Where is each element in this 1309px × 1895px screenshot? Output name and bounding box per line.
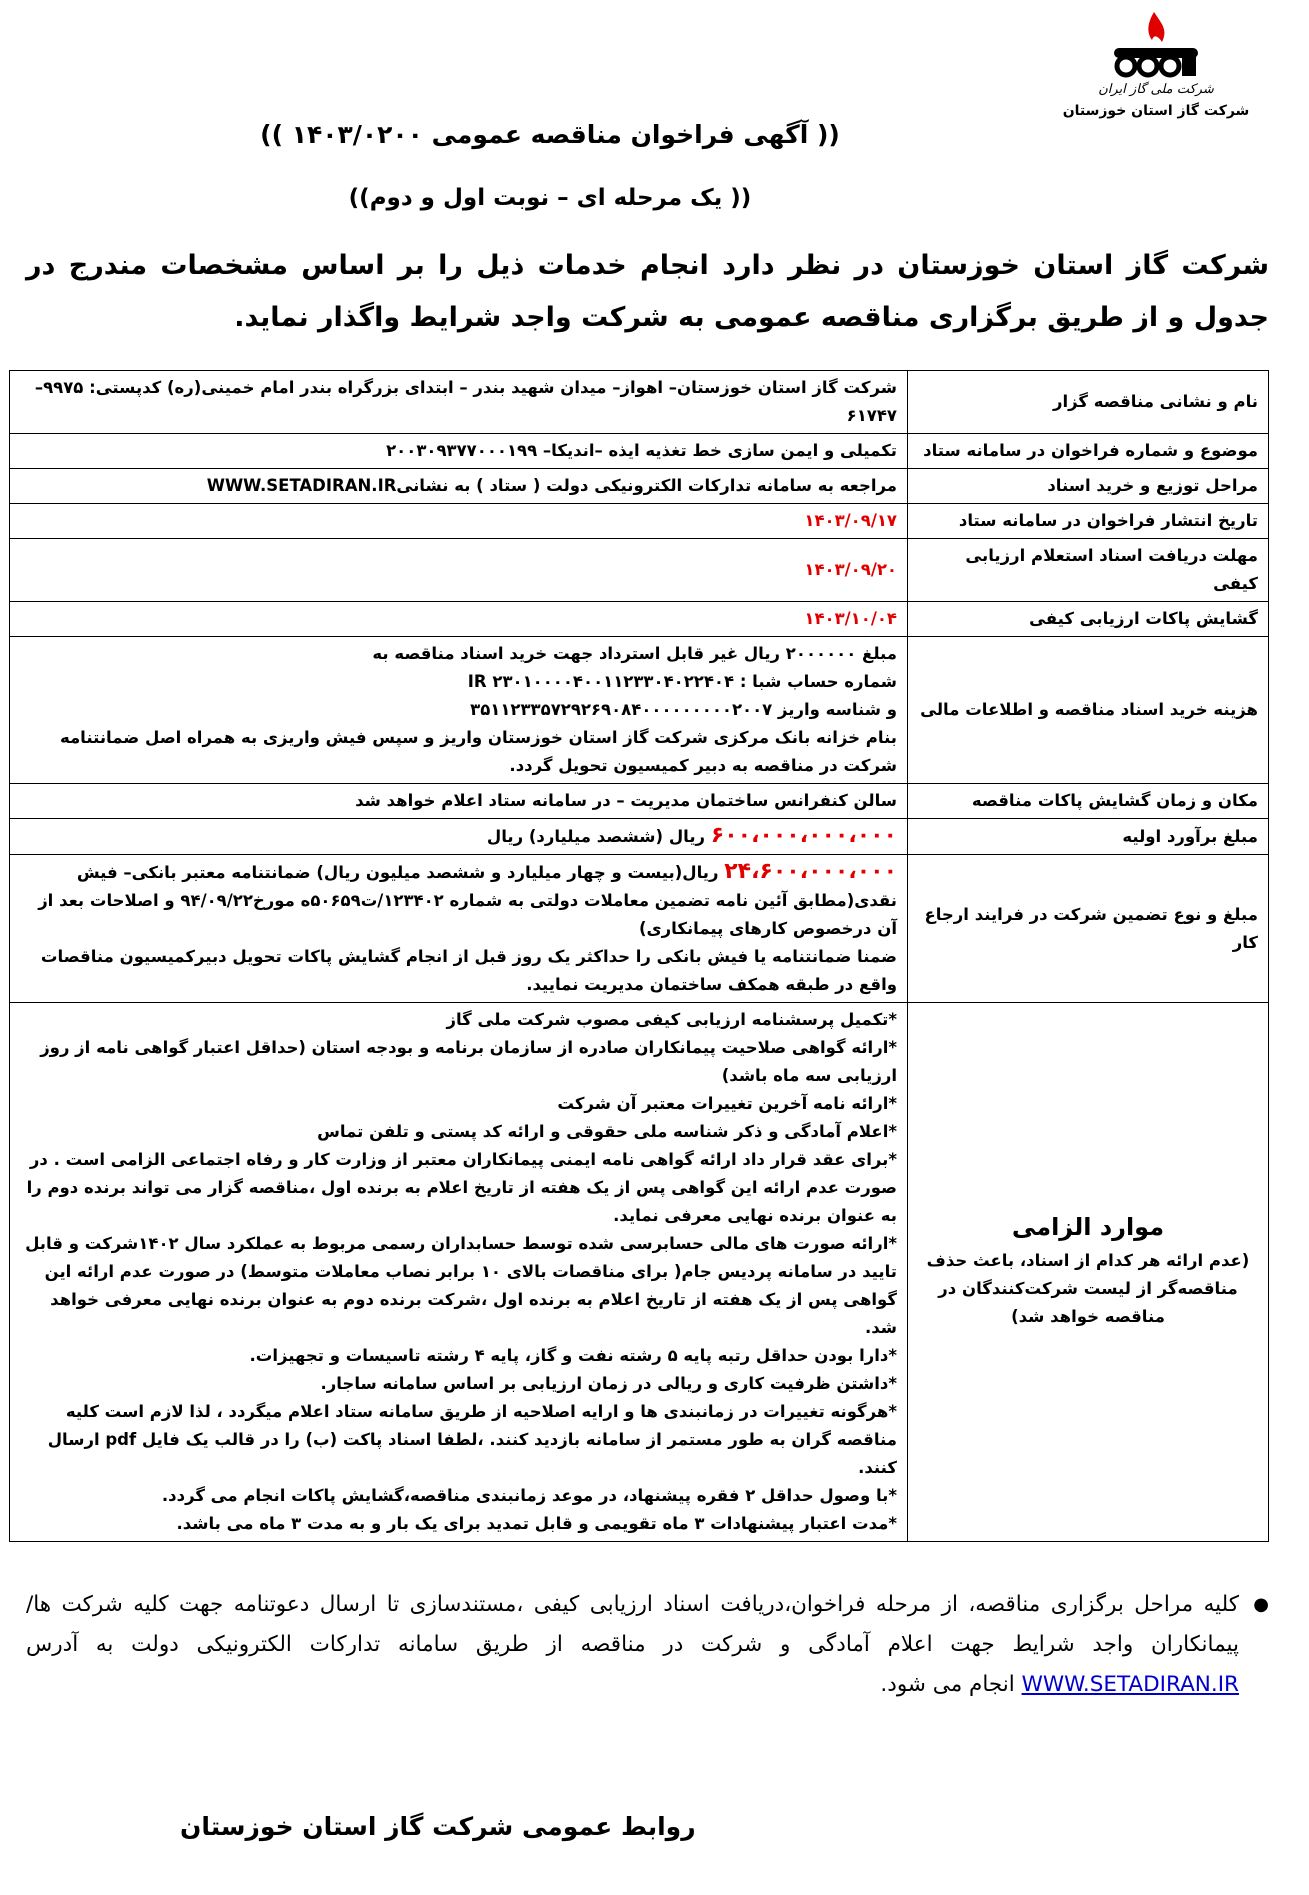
row-value: شرکت گاز استان خوزستان– اهواز– میدان شهید بندر – ابتدای بزرگراه بندر امام خمینی(ره) کدپستی: ۹۹۷۵– ۶۱۷۴۷: [10, 371, 908, 434]
row-label: هزینه خرید اسناد مناقصه و اطلاعات مالی: [908, 637, 1269, 784]
note-tail: انجام می شود.: [880, 1672, 1022, 1697]
row-value: تکمیلی و ایمن سازی خط تغذیه ایذه –اندیکا– ۲۰۰۳۰۹۳۷۷۰۰۰۱۹۹: [10, 434, 908, 469]
deadline-date: ۱۴۰۳/۰۹/۲۰: [10, 539, 908, 602]
row-value: سالن کنفرانس ساختمان مدیریت – در سامانه ستاد اعلام خواهد شد: [10, 784, 908, 819]
row-label: مکان و زمان گشایش پاکات مناقصه: [908, 784, 1269, 819]
list-item: *داشتن ظرفیت کاری و ریالی در زمان ارزیابی بر اساس سامانه ساجار.: [320, 1374, 897, 1393]
requirements-list: [10, 1003, 908, 1542]
list-item: *هرگونه تغییرات در زمانبندی ها و ارایه اصلاحیه از طریق سامانه ستاد اعلام میگردد ، لذا لازم است کلیه مناقصه گران به طور مستمر از سامانه بازدید کنند. ،لطفا اسناد پاکت (ب) را در قالب یک فایل pdf ارسال کنند.: [47, 1402, 897, 1477]
row-value: [10, 855, 908, 1003]
bullet-icon: ●: [1253, 1594, 1269, 1615]
opening-date: ۱۴۰۳/۱۰/۰۴: [10, 602, 908, 637]
guarantee-text: ریال(بیست و چهار میلیارد و ششصد میلیون ریال) ضمانتنامه معتبر بانکی– فیش نقدی(مطابق آئین نامه تضمین معاملات دولتی به شماره ۱۲۳۴۰۲/ت۵۰۶۵۹ه مورخ۹۴/۰۹/۲۲ و اصلاحات بعد از آن درخصوص کارهای پیمانکاری): [38, 863, 897, 938]
row-label: [908, 1003, 1269, 1542]
footer-signature: روابط عمومی شرکت گاز استان خوزستان: [180, 1812, 696, 1841]
company-logo: [1051, 10, 1261, 119]
estimate-amount: ۶۰۰،۰۰۰،۰۰۰،۰۰۰: [710, 823, 897, 848]
table-row: [10, 784, 1269, 819]
table-row: [10, 434, 1269, 469]
table-row: [10, 602, 1269, 637]
row-label: مراحل توزیع و خرید اسناد: [908, 469, 1269, 504]
table-row: [10, 371, 1269, 434]
intro-paragraph: شرکت گاز استان خوزستان در نظر دارد انجام خدمات ذیل را بر اساس مشخصات مندرج در جدول و از طریق برگزاری مناقصه عمومی به شرکت واجد شرایط واگذار نماید.: [26, 250, 1269, 333]
row-value: [10, 819, 908, 855]
table-row: [10, 539, 1269, 602]
requirements-note: (عدم ارائه هر کدام از اسناد، باعث حذف مناقصه‌گر از لیست شرکت‌کنندگان در مناقصه خواهد شد): [926, 1251, 1250, 1326]
page-title: (( آگهی فراخوان مناقصه عمومی ۱۴۰۳/۰۲۰۰ )): [260, 120, 840, 149]
list-item: *مدت اعتبار پیشنهادات ۳ ماه تقویمی و قابل تمدید برای یک بار و به مدت ۳ ماه می باشد.: [176, 1514, 897, 1533]
row-label: مهلت دریافت اسناد استعلام ارزیابی کیفی: [908, 539, 1269, 602]
bottom-note: [26, 1585, 1269, 1705]
row-label: موضوع و شماره فراخوان در سامانه ستاد: [908, 434, 1269, 469]
row-label: مبلغ برآورد اولیه: [908, 819, 1269, 855]
note-text: کلیه مراحل برگزاری مناقصه، از مرحله فراخوان،دریافت اسناد ارزیابی کیفی ،مستندسازی تا ارسال دعوتنامه جهت کلیه شرکت ها/پیمانکاران واجد شرایط جهت اعلام آمادگی و شرکت در مناقصه از طریق سامانه تدارکات الکترونیکی دولت به آدرس: [26, 1592, 1239, 1657]
fee-line: مبلغ ۲۰۰۰۰۰۰ ریال غیر قابل استرداد جهت خرید اسناد مناقصه به: [372, 644, 897, 663]
treasury-line: بنام خزانه بانک مرکزی شرکت گاز استان خوزستان واریز و سپس فیش واریزی به همراه اصل ضمانتنامه شرکت در مناقصه به دبیر کمیسیون تحویل گردد.: [59, 728, 897, 775]
table-row: [10, 637, 1269, 784]
list-item: *دارا بودن حداقل رتبه پایه ۵ رشته نفت و گاز، پایه ۴ رشته تاسیسات و تجهیزات.: [249, 1346, 897, 1365]
payment-id-line: و شناسه واریز ۳۵۱۱۲۳۳۵۷۲۹۲۶۹۰۸۴۰۰۰۰۰۰۰۰۰۲۰۰۷: [470, 700, 897, 719]
table-row: [10, 504, 1269, 539]
publish-date: ۱۴۰۳/۰۹/۱۷: [10, 504, 908, 539]
logo-name: شرکت ملی گاز ایران: [1098, 82, 1214, 97]
list-item: *ارائه گواهی صلاحیت پیمانکاران صادره از سازمان برنامه و بودجه استان (حداقل اعتبار گواهی نامه از روز ارزیابی سه ماه باشد): [40, 1038, 897, 1085]
estimate-text: ریال (ششصد میلیارد) ریال: [486, 827, 711, 846]
row-label: نام و نشانی مناقصه گزار: [908, 371, 1269, 434]
sheba-line: شماره حساب شبا : IR ۲۳۰۱۰۰۰۰۴۰۰۱۱۲۳۳۰۴۰۲۲۴۰۴: [467, 672, 897, 691]
list-item: *تکمیل پرسشنامه ارزیابی کیفی مصوب شرکت ملی گاز: [446, 1010, 897, 1029]
row-value: مراجعه به سامانه تدارکات الکترونیکی دولت ( ستاد ) به نشانیWWW.SETADIRAN.IR: [10, 469, 908, 504]
company-name: شرکت گاز استان خوزستان: [1062, 103, 1250, 119]
setadiran-link[interactable]: WWW.SETADIRAN.IR: [1021, 1672, 1239, 1697]
row-label: مبلغ و نوع تضمین شرکت در فرایند ارجاع کار: [908, 855, 1269, 1003]
table-row: [10, 469, 1269, 504]
page-subtitle: (( یک مرحله ای – نوبت اول و دوم)): [348, 185, 752, 211]
row-label: تاریخ انتشار فراخوان در سامانه ستاد: [908, 504, 1269, 539]
guarantee-amount: ۲۴،۶۰۰،۰۰۰،۰۰۰: [724, 859, 897, 884]
guarantee-note: ضمنا ضمانتنامه یا فیش بانکی را حداکثر یک روز قبل از انجام گشایش پاکات تحویل دبیرکمیسیون مناقصات واقع در طبقه همکف ساختمان مدیریت نمایید.: [40, 947, 897, 994]
table-row: [10, 819, 1269, 855]
list-item: *برای عقد قرار داد ارائه گواهی نامه ایمنی پیمانکاران معتبر از وزارت کار و رفاه اجتماعی الزامی است . در صورت عدم ارائه این گواهی پس از یک هفته از تاریخ اعلام به برنده اول ،مناقصه گزار می تواند برنده دوم را به عنوان برنده نهایی معرفی نماید.: [26, 1150, 897, 1225]
list-item: *ارائه صورت های مالی حسابرسی شده توسط حسابداران رسمی مربوط به عملکرد سال ۱۴۰۲شرکت و قابل تایید در سامانه پردیس جام( برای مناقصات بالای ۱۰ برابر نصاب معاملات متوسط) در صورت عدم ارائه این گواهی پس از یک هفته از تاریخ اعلام به برنده اول ،شرکت برنده دوم به عنوان برنده نهایی معرفی خواهد شد.: [25, 1234, 897, 1337]
list-item: *با وصول حداقل ۲ فقره پیشنهاد، در موعد زمانبندی مناقصه،گشایش پاکات انجام می گردد.: [161, 1486, 897, 1505]
row-value: [10, 637, 908, 784]
table-row: [10, 1003, 1269, 1542]
row-label: گشایش پاکات ارزیابی کیفی: [908, 602, 1269, 637]
requirements-title: موارد الزامی: [1011, 1213, 1165, 1241]
list-item: *ارائه نامه آخرین تغییرات معتبر آن شرکت: [557, 1094, 897, 1113]
table-row: [10, 855, 1269, 1003]
tender-table: [9, 370, 1269, 1542]
flame-logo-icon: [1096, 10, 1216, 80]
list-item: *اعلام آمادگی و ذکر شناسه ملی حقوقی و ارائه کد پستی و تلفن تماس: [317, 1122, 897, 1141]
